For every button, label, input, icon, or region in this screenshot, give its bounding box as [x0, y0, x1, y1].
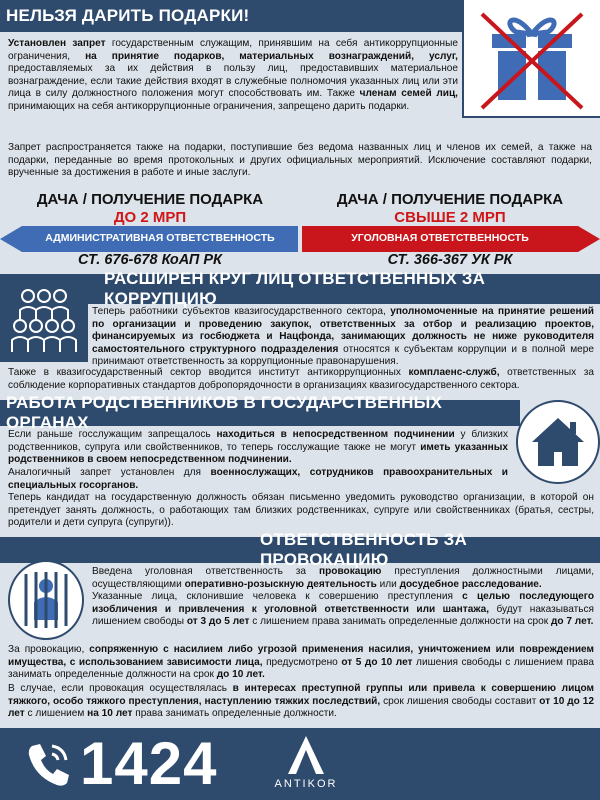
section-corruption-title: РАСШИРЕН КРУГ ЛИЦ ОТВЕТСТВЕННЫХ ЗА КОРРУПЦИЮ — [104, 269, 486, 308]
text-segment: уполномоченные на принятие решений по организации и проведению закупок, ответственных за отбор и реализацию проектов, финансируемых из госбюджета и Нацфонда, занимающих должность не ниже руководителя самостоятельного структурного подразделения — [92, 306, 594, 355]
gift-crossed-icon — [462, 0, 600, 118]
text-segment: права занимать определенные должности. — [132, 708, 337, 720]
house-icon — [516, 400, 600, 484]
text-segment: с целью последующего изобличения и привлечения к уголовной ответственности или шантажа, — [92, 591, 594, 615]
text-segment: срок лишения свободы составит — [380, 695, 540, 707]
text-segment: Указанные лица, склонившие человека к совершению преступления — [92, 591, 463, 602]
text-segment: военнослужащих, сотрудников правоохранительных и специальных госорганов. — [8, 467, 508, 491]
text-segment: сопряженную с насилием либо угрозой применения насилия, уничтожением или повреждением имущества, с использованием зависимости лица, — [8, 644, 595, 668]
people-group-icon — [0, 274, 88, 362]
text-segment: иметь указанных родственников в своем непосредственном подчинении. — [8, 441, 508, 466]
antikor-logo-mark — [288, 736, 324, 774]
right-arrow-label: УГОЛОВНАЯ ОТВЕТСТВЕННОСТЬ — [351, 232, 529, 244]
left-arrow-title: ДАЧА / ПОЛУЧЕНИЕ ПОДАРКА — [36, 191, 264, 208]
text-segment: В случае, если провокация осуществлялась — [8, 683, 233, 694]
left-arrow-label: АДМИНИСТРАТИВНАЯ ОТВЕТСТВЕННОСТЬ — [45, 232, 275, 244]
section-gifts-paragraph-1 — [8, 38, 458, 114]
section-provocation-title: ОТВЕТСТВЕННОСТЬ ЗА ПРОВОКАЦИЮ — [260, 530, 467, 569]
section-corruption-banner — [0, 269, 600, 308]
text-segment: провокацию — [319, 566, 382, 577]
text-segment: относятся к субъектам коррупции и в полной мере принимают ответственность за коррупционные правонарушения. — [92, 343, 594, 368]
text-segment: Также в квазигосударственный сектор вводится институт антикоррупционных — [8, 367, 409, 378]
text-segment: с лишением права занимать определенные должности на срок — [249, 616, 552, 628]
antikor-logo — [266, 736, 346, 796]
text-segment: на 10 лет — [87, 708, 133, 720]
text-segment: Установлен запрет — [8, 38, 106, 49]
section-gifts-title: НЕЛЬЗЯ ДАРИТЬ ПОДАРКИ! — [6, 6, 250, 25]
text-segment: Аналогичный запрет установлен для — [8, 467, 211, 478]
text-segment: у близких родственников, супруга или свойственников, то теперь госслужащие также не могут — [8, 429, 508, 453]
text-segment: Введена уголовная ответственность за — [92, 566, 320, 577]
left-arrow-article: СТ. 676-678 КоАП РК — [78, 252, 222, 268]
antikor-logo-text: ANTIKOR — [274, 778, 338, 790]
text-segment: или — [376, 578, 400, 590]
section-provocation-paragraph-2 — [92, 591, 594, 629]
footer — [0, 728, 600, 800]
section-provocation-paragraph-3 — [8, 644, 594, 682]
phone-icon[interactable] — [22, 740, 72, 790]
text-segment: государственным служащим, принявшим на себя антикоррупционные ограничения, — [8, 38, 458, 62]
text-segment: Если раньше госслужащим запрещалось — [8, 429, 217, 440]
hotline-number[interactable]: 1424 — [80, 730, 218, 797]
prison-bars-icon — [8, 560, 84, 640]
section-relatives-paragraph-3: Теперь кандидат на государственную должность обязан письменно уведомить руководство организации, в которой он претендует занять должность, о работающих там близких родственниках, супруге или свойственниках (братья, сестры, родители и дети супруга (супруги)). — [8, 492, 594, 529]
text-segment: ответственных за соблюдение корпоративных стандартов добропорядочности в организациях квазигосударственного сектора. — [8, 367, 594, 391]
text-segment: Теперь работники субъектов квазигосударственного сектора, — [92, 306, 391, 317]
text-segment: принимающих на себя антикоррупционные ограничения, запрещено дарить подарки. — [8, 100, 410, 112]
text-segment: оперативно-розыскную деятельность — [184, 578, 377, 590]
section-gifts-banner — [0, 0, 462, 32]
left-arrow-limit: ДО 2 МРП — [113, 209, 187, 226]
text-segment: от 5 до 10 лет — [341, 656, 413, 668]
section-provocation-paragraph-4 — [8, 683, 594, 721]
text-segment: в интересах преступной группы или привела к совершению лицом тяжкого, особо тяжкого преступления, наступлению тяжких последствий, — [8, 683, 594, 707]
right-arrow-article: СТ. 366-367 УК РК — [387, 252, 513, 268]
section-relatives-banner — [0, 393, 520, 432]
text-segment: будут наказываться лишением свободы — [92, 603, 594, 628]
section-corruption-paragraph-1 — [92, 306, 594, 369]
text-segment: членам семей лиц, — [359, 88, 458, 100]
text-segment: комплаенс-служб, — [408, 367, 500, 378]
text-segment: до 7 лет. — [551, 616, 594, 628]
text-segment: находиться в непосредственном подчинении — [216, 429, 455, 440]
text-segment: на принятие подарков, материальных вознаграждений, услуг, — [85, 50, 458, 62]
text-segment: от 3 до 5 лет — [186, 616, 250, 628]
section-relatives-paragraph-2 — [8, 467, 508, 492]
section-provocation-paragraph-1 — [92, 566, 594, 591]
right-arrow-title: ДАЧА / ПОЛУЧЕНИЕ ПОДАРКА — [336, 191, 564, 208]
text-segment: предоставляемых за их действия в пользу лиц, предоставивших материальное вознаграждение, если такие действия входят в служебные полномочия указанных лиц или эти лица в силу должностного положения могут способствовать им. Также — [8, 63, 458, 100]
section-gifts-paragraph-2: Запрет распространяется также на подарки, поступившие без ведома названных лиц и членов их семей, а также на подарки, переданные во время протокольных и других официальных мероприятий. Исключение составляют подарки, врученные за достижения в работе и иные заслуги. — [8, 142, 592, 179]
section-provocation-banner — [0, 530, 600, 569]
text-segment: предусмотрено — [262, 656, 342, 668]
text-segment: с лишением — [24, 708, 88, 720]
section-corruption-paragraph-2 — [8, 367, 594, 392]
text-segment: досудебное расследование. — [399, 578, 542, 590]
text-segment: от 10 до 12 лет — [8, 695, 594, 720]
text-segment: За провокацию, — [8, 644, 90, 655]
section-relatives-title: РАБОТА РОДСТВЕННИКОВ В ГОСУДАРСТВЕННЫХ ОРГАНАХ — [6, 393, 443, 432]
text-segment: преступления должностными лицами, осуществляющими — [92, 566, 594, 590]
text-segment: лишения свободы с лишением права занимать определенные должности на срок — [8, 656, 594, 681]
text-segment: до 10 лет. — [216, 669, 265, 681]
right-arrow-limit: СВЫШЕ 2 МРП — [394, 209, 506, 226]
section-relatives-paragraph-1 — [8, 429, 508, 467]
